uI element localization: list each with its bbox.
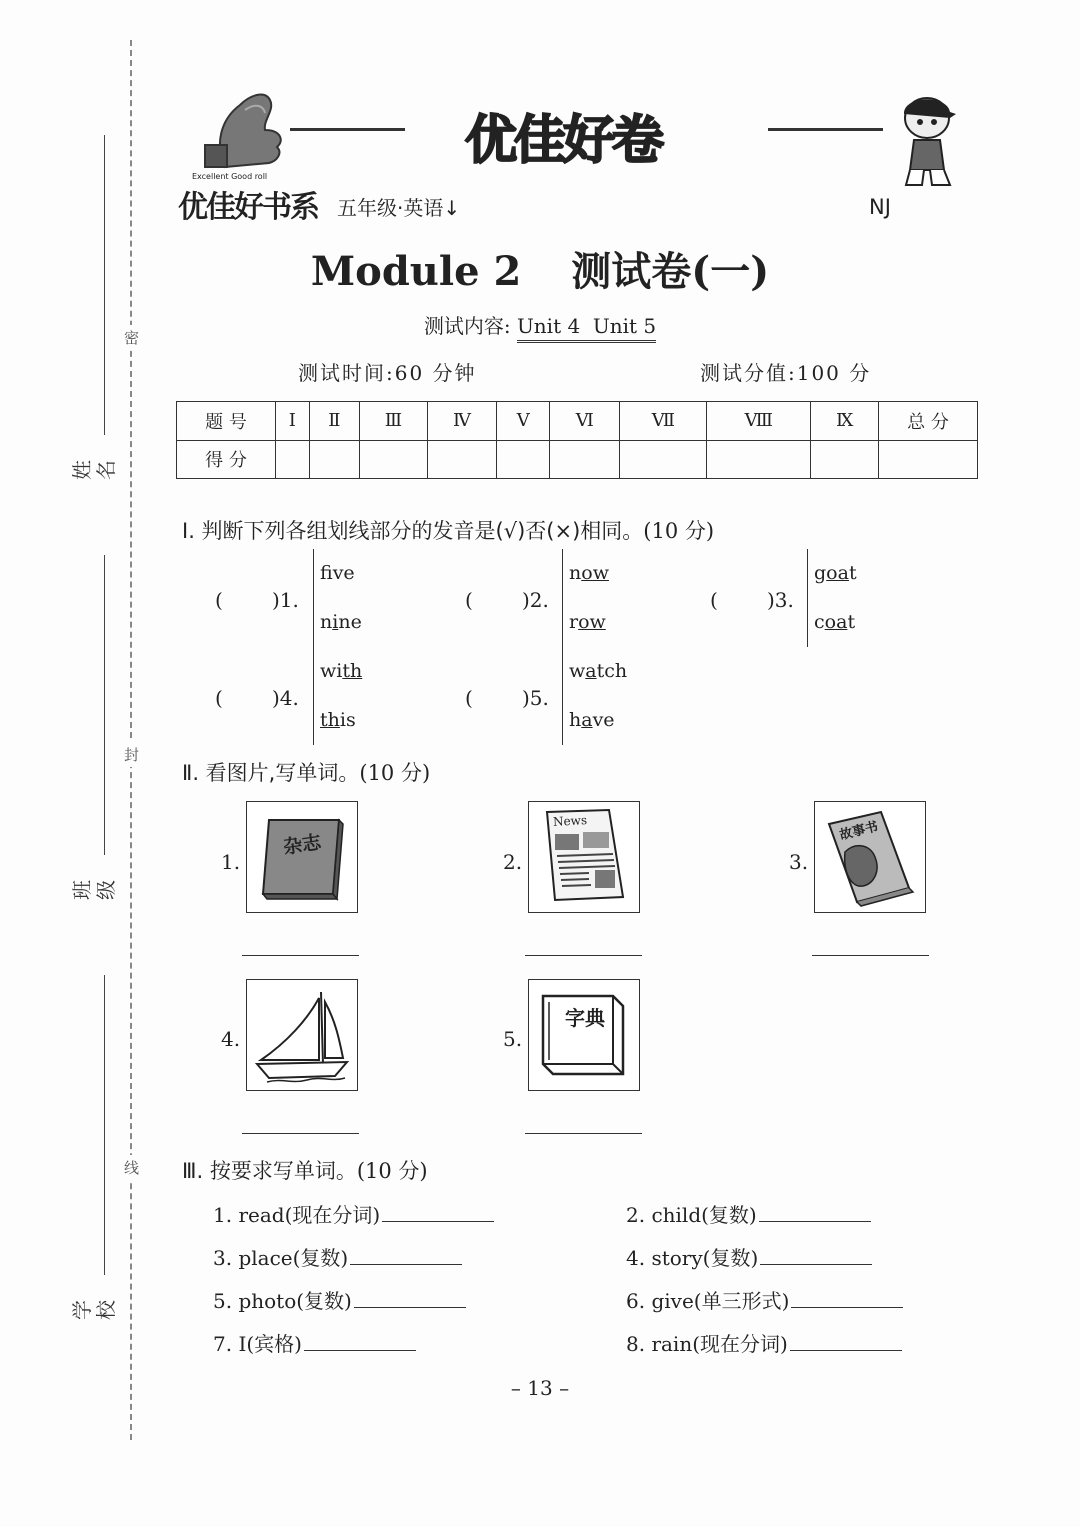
school-write-line: [104, 975, 105, 1275]
test-score: 测试分值:100 分: [700, 361, 872, 385]
picture-number: 5.: [503, 1027, 523, 1051]
seal-char-xian: 线: [124, 1155, 139, 1180]
section1-heading: [182, 515, 714, 545]
header-rule-right: [768, 128, 883, 131]
word-question-text: 1. read(现在分词): [213, 1203, 381, 1227]
word-answer-blank[interactable]: [759, 1203, 871, 1222]
answer-paren-open: (: [215, 686, 223, 710]
header-rule-left: [290, 128, 405, 131]
scope-units: Unit 4 Unit 5: [517, 314, 656, 343]
section3-heading: [182, 1155, 428, 1185]
pair5-word-b: have: [569, 709, 615, 731]
word-question-text: 2. child(复数): [626, 1203, 757, 1227]
picture-box-magazine: [246, 801, 358, 913]
pair4-word-a: with: [320, 660, 363, 682]
answer-paren-open: (: [215, 588, 223, 612]
word-answer-blank[interactable]: [350, 1246, 462, 1265]
pair4-word-b: this: [320, 709, 356, 731]
score-table-row1-label: 题 号: [177, 402, 276, 441]
score-cell[interactable]: [707, 440, 811, 479]
name-label: 姓名: [70, 460, 118, 480]
pair2-word-a: now: [569, 562, 609, 584]
word-question: [213, 1199, 494, 1228]
item-number[interactable]: )4.: [272, 686, 299, 710]
picture-box-storybook: [814, 801, 926, 913]
grade-subject: 五年级·英语↓: [337, 196, 461, 220]
section1-points: (10 分): [643, 519, 715, 543]
word-answer-blank[interactable]: [304, 1332, 416, 1351]
word-question: [626, 1285, 903, 1314]
word-question-text: 5. photo(复数): [213, 1289, 352, 1313]
pair3-word-a: goat: [814, 562, 857, 584]
score-cell[interactable]: [309, 440, 360, 479]
cartoon-boy-icon: [892, 90, 962, 190]
answer-line-2[interactable]: [525, 955, 642, 956]
logo-slogan: Excellent Good roll: [192, 172, 268, 181]
word-answer-blank[interactable]: [791, 1289, 903, 1308]
series-name: 优佳好书系: [178, 190, 318, 225]
score-col-9: Ⅸ: [811, 402, 879, 441]
section1-heading-text: Ⅰ. 判断下列各组划线部分的发音是(√)否(×)相同。: [182, 519, 644, 543]
pair5-word-a: watch: [569, 660, 628, 682]
item-number[interactable]: )5.: [522, 686, 549, 710]
score-table-header-row: [177, 402, 978, 441]
newspaper-label: News: [552, 813, 588, 829]
score-cell[interactable]: [620, 440, 707, 479]
pair1-word-a: fve: [320, 562, 355, 584]
dictionary-icon: [529, 980, 639, 1090]
page-title: [0, 240, 1080, 297]
score-cell[interactable]: [811, 440, 879, 479]
item-number[interactable]: )2.: [522, 588, 549, 612]
test-time: 测试时间:60 分钟: [298, 361, 477, 385]
score-cell[interactable]: [879, 440, 978, 479]
pair1-word-b: nine: [320, 611, 362, 633]
answer-paren-open: (: [710, 588, 718, 612]
section3-heading-text: Ⅲ. 按要求写单词。: [182, 1159, 357, 1183]
pair3-word-b: coat: [814, 611, 856, 633]
word-question: [626, 1328, 902, 1357]
word-question: [626, 1242, 872, 1271]
word-question: [626, 1199, 871, 1228]
section3-points: (10 分): [356, 1159, 428, 1183]
score-col-5: Ⅴ: [497, 402, 550, 441]
score-col-8: Ⅷ: [707, 402, 811, 441]
score-col-6: Ⅵ: [550, 402, 620, 441]
score-table-score-row: [177, 440, 978, 479]
magazine-label: 杂志: [281, 831, 323, 859]
word-question: [213, 1328, 416, 1357]
word-pair-1: [313, 549, 362, 647]
word-pair-3: [807, 549, 857, 647]
picture-box-boat: [246, 979, 358, 1091]
class-write-line: [104, 555, 105, 855]
score-col-total: 总 分: [879, 402, 978, 441]
answer-paren-open: (: [465, 588, 473, 612]
school-label: 学校: [70, 1300, 118, 1320]
edition-label: NJ: [869, 195, 891, 219]
pair2-word-b: row: [569, 611, 606, 633]
score-cell[interactable]: [427, 440, 497, 479]
word-pair-2: [562, 549, 609, 647]
module-title: Module 2: [310, 248, 522, 295]
section2-points: (10 分): [359, 761, 431, 785]
answer-paren-open: (: [465, 686, 473, 710]
word-answer-blank[interactable]: [760, 1246, 872, 1265]
word-answer-blank[interactable]: [382, 1203, 494, 1222]
test-scope: [0, 310, 1080, 339]
picture-box-dictionary: [528, 979, 640, 1091]
answer-line-1[interactable]: [242, 955, 359, 956]
score-col-4: Ⅳ: [427, 402, 497, 441]
score-col-1: Ⅰ: [276, 402, 310, 441]
picture-number: 4.: [221, 1027, 241, 1051]
seal-char-feng: 封: [124, 742, 139, 767]
score-cell[interactable]: [550, 440, 620, 479]
item-number[interactable]: )3.: [767, 588, 794, 612]
picture-number: 3.: [789, 850, 809, 874]
answer-line-5[interactable]: [525, 1133, 642, 1134]
word-pair-4: [313, 647, 362, 745]
sailboat-icon: [247, 980, 357, 1090]
word-answer-blank[interactable]: [354, 1289, 466, 1308]
word-question-text: 7. I(宾格): [213, 1332, 302, 1356]
score-cell[interactable]: [360, 440, 428, 479]
item-number[interactable]: )1.: [272, 588, 299, 612]
score-col-7: Ⅶ: [620, 402, 707, 441]
class-label: 班级: [70, 880, 118, 900]
seal-char-mi: 密: [124, 325, 139, 350]
section2-heading-text: Ⅱ. 看图片,写单词。: [182, 761, 360, 785]
answer-line-4[interactable]: [242, 1133, 359, 1134]
section2-heading: [182, 757, 430, 787]
picture-number: 1.: [221, 850, 241, 874]
word-pair-5: [562, 647, 627, 745]
page-number: – 13 –: [510, 1376, 570, 1400]
score-cell[interactable]: [497, 440, 550, 479]
score-cell[interactable]: [276, 440, 310, 479]
score-table-row2-label: 得 分: [177, 440, 276, 479]
word-answer-blank[interactable]: [790, 1332, 902, 1351]
score-col-3: Ⅲ: [360, 402, 428, 441]
paper-title: 测试卷(一): [571, 248, 770, 295]
answer-line-3[interactable]: [812, 955, 929, 956]
word-question-text: 6. give(单三形式): [626, 1289, 790, 1313]
word-question-text: 3. place(复数): [213, 1246, 349, 1270]
score-col-2: Ⅱ: [309, 402, 360, 441]
word-question-text: 8. rain(现在分词): [626, 1332, 788, 1356]
score-table: [176, 401, 978, 479]
brand-title: 优佳好卷: [465, 111, 662, 171]
picture-box-newspaper: [528, 801, 640, 913]
dictionary-label: 字典: [565, 1006, 605, 1030]
word-question: [213, 1285, 466, 1314]
picture-number: 2.: [503, 850, 523, 874]
scope-label: 测试内容:: [423, 314, 511, 338]
storybook-label: 故事书: [838, 819, 880, 844]
word-question: [213, 1242, 462, 1271]
thumbs-up-logo-icon: [185, 85, 290, 180]
word-question-text: 4. story(复数): [626, 1246, 759, 1270]
